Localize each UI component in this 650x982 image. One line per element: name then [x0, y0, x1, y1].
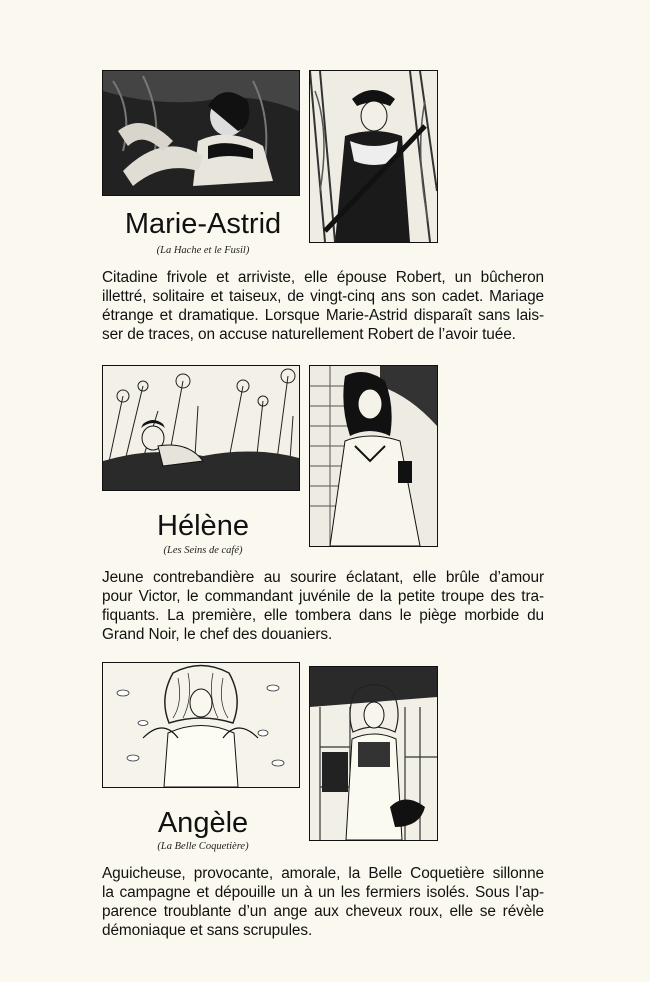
description-line: Aguicheuse, provocante, amorale, la Belle Coquetière sillonne [102, 865, 544, 882]
character-name-marie-astrid: Marie-Astrid [124, 208, 282, 240]
character-source-marie-astrid: (La Hache et le Fusil) [156, 245, 250, 256]
description-line: la campagne et dépouille un à un les fermiers isolés. Sous l’ap- [102, 884, 544, 901]
description-line: Citadine frivole et arriviste, elle épouse Robert, un bûcheron [102, 269, 544, 286]
illustration-angele-leaves [102, 662, 300, 788]
illustration-helene-wall [309, 365, 438, 547]
description-line: pour Victor, le commandant juvénile de la petite troupe des tra- [102, 588, 544, 605]
description-line: démoniaque et sans scrupules. [102, 922, 313, 939]
illustration-angele-farm [309, 666, 438, 841]
character-name-angele: Angèle [157, 807, 249, 839]
description-line: étrange et dramatique. Lorsque Marie-Astrid disparaît sans lais- [102, 307, 544, 324]
character-source-angele: (La Belle Coquetière) [157, 841, 249, 852]
description-line: fiquants. La première, elle tombera dans le piège morbide du [102, 607, 544, 624]
description-line: Jeune contrebandière au sourire éclatant, elle brûle d’amour [102, 569, 544, 586]
character-description-helene [102, 568, 544, 644]
character-description-angele [102, 864, 544, 940]
character-description-marie-astrid [102, 268, 544, 344]
character-source-helene: (Les Seins de café) [163, 545, 243, 556]
description-line: parence troublante d’un ange aux cheveux roux, elle se révèle [102, 903, 544, 920]
illustration-marie-astrid-rifle [309, 70, 438, 243]
description-line: illettré, solitaire et taiseux, de vingt-cinq ans son cadet. Mariage [102, 288, 544, 305]
character-name-helene: Hélène [157, 510, 249, 542]
illustration-helene-field [102, 365, 300, 491]
description-line: ser de traces, on accuse naturellement Robert de l’avoir tuée. [102, 326, 516, 343]
illustration-marie-astrid-reclining [102, 70, 300, 196]
description-line: Grand Noir, le chef des douaniers. [102, 626, 333, 643]
